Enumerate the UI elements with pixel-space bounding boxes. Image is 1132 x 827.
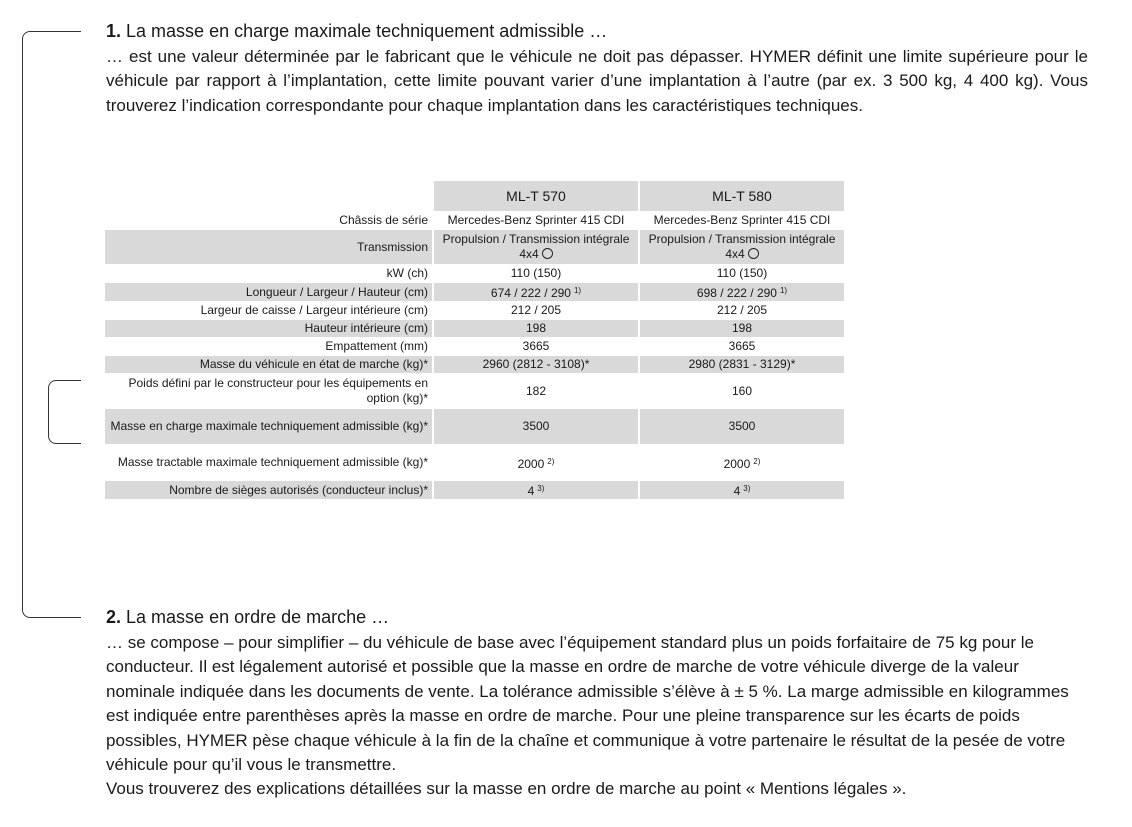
optional-circle-icon (748, 248, 759, 259)
row-label: kW (ch) (386, 266, 428, 280)
row-label: Masse du véhicule en état de marche (kg)* (105, 356, 432, 373)
row-label: Hauteur intérieure (cm) (105, 320, 432, 337)
optional-circle-icon (542, 248, 553, 259)
table-row (105, 445, 844, 480)
footnote-mark: 3) (537, 484, 545, 493)
section2-heading (106, 606, 389, 628)
row-label: Masse en charge maximale techniquement admissible (kg)* (105, 409, 432, 444)
table-row (105, 283, 844, 301)
cell-value: 3665 (522, 339, 550, 353)
cell-value: 110 (150) (716, 266, 768, 280)
table-row (105, 265, 844, 282)
cell-value (434, 445, 638, 480)
section2-paragraph: … se compose – pour simplifier – du véhicule de base avec l’équipement standard plus un poids forfaitaire de 75 kg pour le conducteur. Il est légalement autorisé et possible que la masse en ordre de marche de votre véhicule diverge de la valeur nominale indiquée dans les documents de vente. La tolérance admissible s’élève à ± 5 %. La marge admissible en kilogrammes est indiquée entre parenthèses après la masse en ordre de marche. Pour une pleine transparence sur les écarts de poids possibles, HYMER pèse chaque véhicule à la fin de la chaîne et communique à votre partenaire le résultat de la pesée de votre véhicule pour qu’il vous le transmettre. (106, 633, 1069, 775)
table-header-row (105, 181, 844, 211)
cell-line-2: 4x4 (519, 247, 539, 261)
cell-text: 698 / 222 / 290 (696, 286, 777, 300)
cell-line: Propulsion / Transmission intégrale (648, 232, 836, 246)
section2-title: La masse en ordre de marche … (126, 607, 390, 627)
cell-value (640, 445, 844, 480)
cell-value: Mercedes-Benz Sprinter 415 CDI (653, 213, 831, 227)
row-label: Châssis de série (339, 213, 428, 227)
cell-text: 4 (733, 484, 741, 498)
table-row (105, 356, 844, 373)
cell-text: 4 (527, 484, 535, 498)
cell-value: 182 (525, 383, 547, 398)
table-row (105, 212, 844, 229)
cell-value: 198 (640, 320, 844, 337)
cell-value: 212 / 205 (510, 303, 562, 317)
cell-value (434, 283, 638, 301)
spec-table (103, 180, 846, 500)
footnote-mark: 2) (547, 456, 555, 466)
footnote-mark: 3) (743, 484, 751, 493)
row-label: Transmission (105, 230, 432, 264)
section1-paragraph: … est une valeur déterminée par le fabricant que le véhicule ne doit pas dépasser. HYMER définit une limite supérieure pour le véhicule par rapport à l’implantation, cette limite pouvant varier d’une implantation à l’autre (par ex. 3 500 kg, 4 400 kg). Vous trouverez l’indication correspondante pour chaque implantation dans les caractéristiques techniques. (106, 47, 1088, 115)
table-row (105, 320, 844, 337)
section2-paragraph-last: Vous trouverez des explications détaillées sur la masse en ordre de marche au point « Mentions légales ». (106, 779, 907, 799)
cell-value (434, 230, 638, 264)
cell-line: Propulsion / Transmission intégrale (442, 232, 630, 246)
section1-title: La masse en charge maximale techniquement admissible … (126, 21, 608, 41)
table-row (105, 338, 844, 355)
cell-text: 2000 (723, 456, 751, 471)
cell-value: 212 / 205 (716, 303, 768, 317)
table-header-blank (105, 181, 432, 211)
column-header-ml-t-580: ML-T 580 (640, 181, 844, 211)
cell-value: Mercedes-Benz Sprinter 415 CDI (447, 213, 625, 227)
row-label: Masse tractable maximale techniquement admissible (kg)* (117, 455, 428, 469)
bracket-connector-outer (22, 31, 81, 618)
cell-value (434, 481, 638, 499)
table-row (105, 374, 844, 408)
table-row (105, 230, 844, 264)
footnote-mark: 1) (779, 286, 788, 295)
section1-number: 1. (106, 21, 122, 41)
row-label: Empattement (mm) (325, 339, 428, 353)
cell-value: 3500 (640, 409, 844, 444)
section2-paragraph-block (106, 631, 1088, 802)
row-label: Longueur / Largeur / Hauteur (cm) (105, 283, 432, 301)
cell-value: 110 (150) (510, 266, 562, 280)
table-row (105, 302, 844, 319)
cell-value: 3500 (434, 409, 638, 444)
bracket-connector-inner (48, 380, 81, 444)
cell-line-2: 4x4 (725, 247, 745, 261)
cell-value: 2980 (2831 - 3129)* (640, 356, 844, 373)
row-label: Largeur de caisse / Largeur intérieure (cm) (200, 303, 428, 317)
section1-heading (106, 20, 607, 42)
cell-value: 2960 (2812 - 3108)* (434, 356, 638, 373)
table-row (105, 481, 844, 499)
footnote-mark: 2) (753, 456, 761, 466)
cell-text: 2000 (517, 456, 545, 471)
cell-value: 198 (434, 320, 638, 337)
section2-number: 2. (106, 607, 122, 627)
row-label: Poids défini par le constructeur pour les équipements en option (kg)* (128, 376, 428, 405)
cell-value (640, 283, 844, 301)
table-row (105, 409, 844, 444)
footnote-mark: 1) (573, 286, 582, 295)
cell-value (640, 481, 844, 499)
row-label: Nombre de sièges autorisés (conducteur inclus)* (105, 481, 432, 499)
cell-value (640, 230, 844, 264)
column-header-ml-t-570: ML-T 570 (434, 181, 638, 211)
cell-value: 3665 (728, 339, 756, 353)
cell-text: 674 / 222 / 290 (490, 286, 571, 300)
cell-value: 160 (731, 383, 753, 398)
